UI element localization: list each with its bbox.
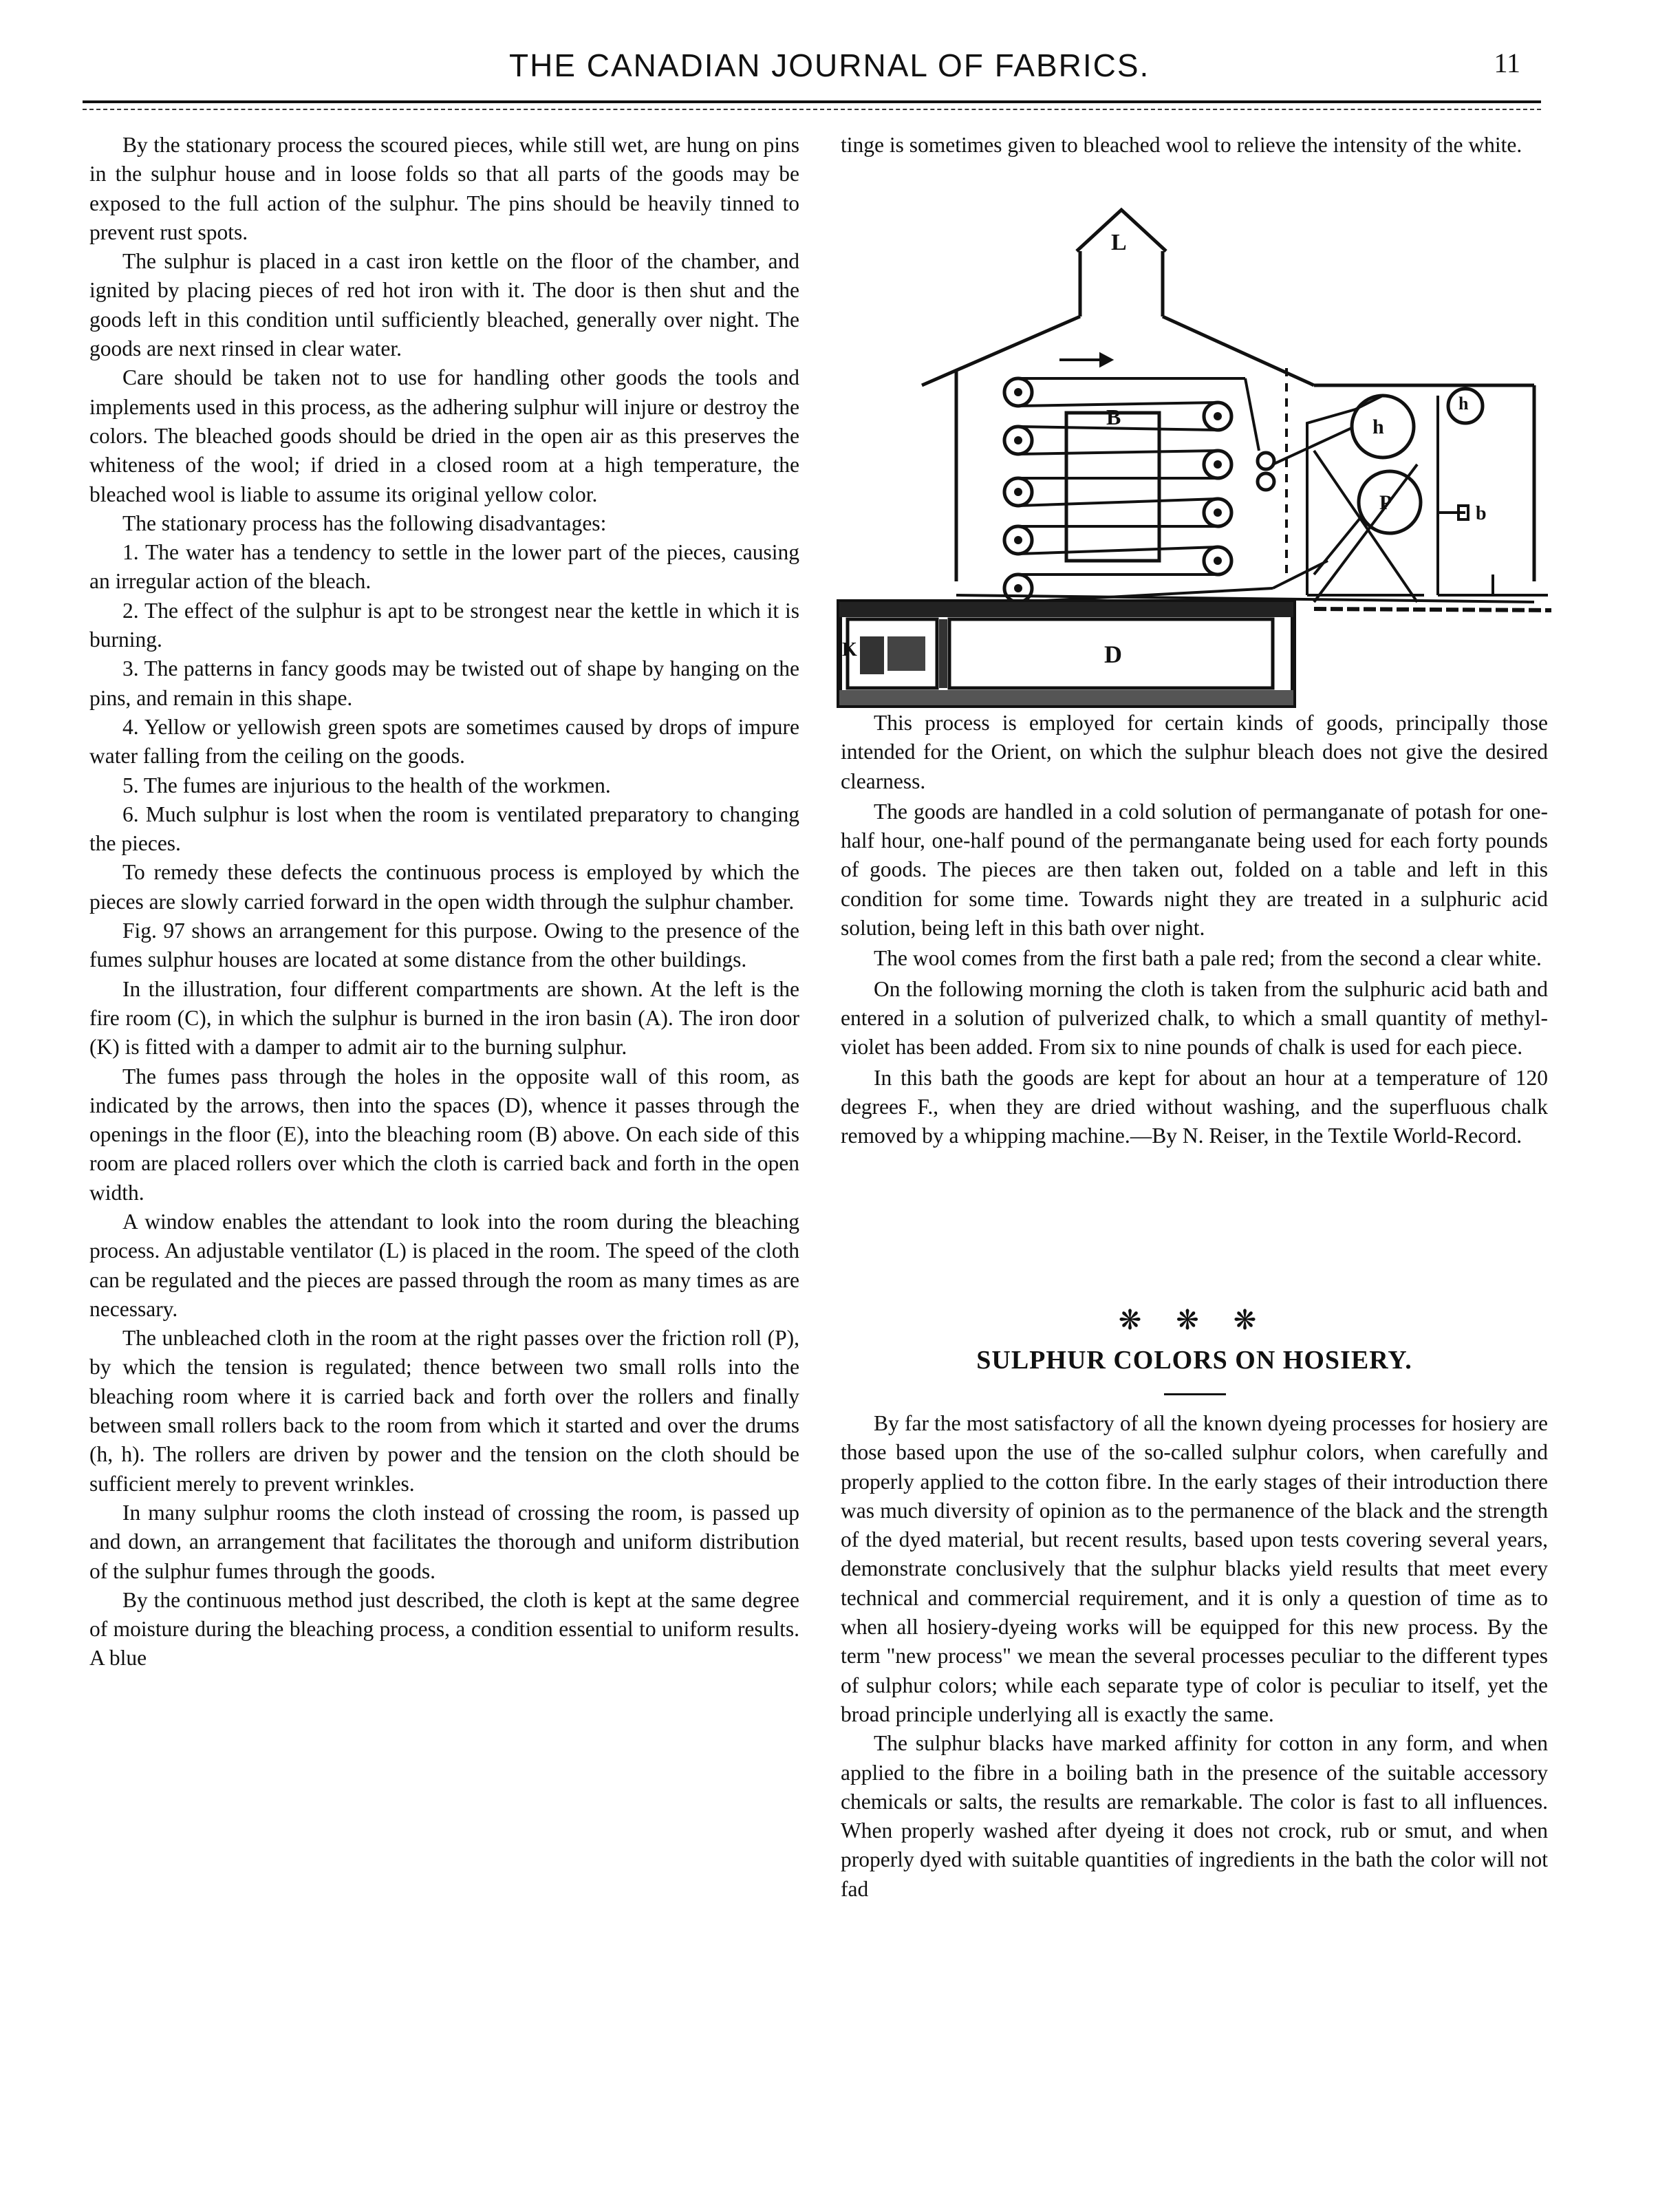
- paragraph: This process is employed for certain kinds of goods, principally those intended for the Orient, on which the sulphur bleach does not give the desired clearness.: [841, 711, 1548, 793]
- paragraph: In many sulphur rooms the cloth instead of crossing the room, is passed up and down, an arrangement that facilitates the thorough and uniform distribution of the sulphur fumes through the goods.: [89, 1500, 799, 1583]
- right-column-top: [841, 131, 1548, 160]
- journal-title: THE CANADIAN JOURNAL OF FABRICS.: [509, 47, 1150, 83]
- paragraph: The stationary process has the following disadvantages:: [122, 511, 607, 535]
- title-rule: [1164, 1393, 1226, 1395]
- list-item: 1. The water has a tendency to settle in the lower part of the pieces, causing an irregular action of the bleach.: [89, 540, 799, 594]
- list-item: 3. The patterns in fancy goods may be twisted out of shape by hanging on the pins, and remain in this shape.: [89, 656, 799, 710]
- label-drum-upper: h: [1372, 416, 1384, 438]
- paragraph: In this bath the goods are kept for about an hour at a temperature of 120 degrees F., when they are dried without washing, and the superfluous chalk removed by a whipping machine.—By N. Reiser, in the Textile World-Record.: [841, 1065, 1548, 1148]
- label-roll-b: b: [1476, 503, 1487, 524]
- list-item: 2. The effect of the sulphur is apt to be strongest near the kettle in which it is burning.: [89, 598, 799, 652]
- paragraph: The sulphur blacks have marked affinity for cotton in any form, and when applied to the fibre in a boiling bath in the presence of the suitable accessory chemicals or salts, the results are remarkable. The color is fast to all influences. When properly washed after dyeing it does not crock, rub or smut, and when properly dyed with suitable quantities of ingredients in the bath the color will not fad: [841, 1731, 1548, 1901]
- paragraph: The unbleached cloth in the room at the right passes over the friction roll (P), by which the tension is regulated; thence between two small rolls into the bleaching room where it is carried back and forth over the rollers and finally between small rollers back to the room from which it started and over the drums (h, h). The rollers are driven by power and the tension on the cloth should be sufficient merely to prevent wrinkles.: [89, 1326, 799, 1496]
- paragraph: By the stationary process the scoured pieces, while still wet, are hung on pins in the sulphur house and in loose folds so that all parts of the goods may be exposed to the full action of the sulphur. The pins should be heavily tinned to prevent rust spots.: [89, 133, 799, 244]
- paragraph: The fumes pass through the holes in the opposite wall of this room, as indicated by the arrows, then into the spaces (D), whence it passes through the openings in the floor (E), into the bleaching room (B) above. On each side of this room are placed rollers over which the cloth is carried back and forth in the open width.: [89, 1064, 799, 1205]
- paragraph: Fig. 97 shows an arrangement for this purpose. Owing to the presence of the fumes sulphur houses are located at some distance from the other buildings.: [89, 919, 799, 972]
- label-drum-top: h: [1458, 394, 1469, 414]
- header-rule: [83, 100, 1541, 103]
- section-ornament: ❋ ❋ ❋: [1118, 1304, 1271, 1335]
- paragraph: On the following morning the cloth is taken from the sulphuric acid bath and entered in a solution of pulverized chalk, to which a small quantity of methyl-violet has been added. From six to nine pounds of chalk is used for each piece.: [841, 976, 1548, 1060]
- paragraph: By the continuous method just described, the cloth is kept at the same degree of moisture during the bleaching process, a condition essential to uniform results. A blue: [89, 1587, 799, 1671]
- paragraph: The goods are handled in a cold solution of permanganate of potash for one-half hour, one-half pound of the permanganate being used for each forty pounds of goods. The pieces are then taken out, folded on a table and left in this condition for some time. Towards night they are treated in a sulphuric acid solution, being left in this bath over night.: [841, 799, 1548, 941]
- right-column-bottom: [841, 709, 1548, 1152]
- list-item: 6. Much sulphur is lost when the room is ventilated preparatory to changing the pieces.: [89, 802, 799, 856]
- paragraph: By far the most satisfactory of all the known dyeing processes for hosiery are those based upon the use of the so-called sulphur colors, when carefully and properly applied to the cotton fibre. In the early stages of their introduction there was much diversity of opinion as to the permanence of the black and the strength of the dyed material, but recent results, based upon tests covering several years, demonstrate conclusively that the sulphur blacks yield results that meet every technical and commercial requirement, and it is only a question of time as to when all hosiery-dyeing works will be equipped for this new process. By the term "new process" we mean the several processes peculiar to the different types of sulphur colors; while each separate type of color is peculiar to itself, yet the broad principle underlying all is exactly the same.: [841, 1411, 1548, 1726]
- page-number: 11: [1494, 47, 1520, 78]
- paragraph: The sulphur is placed in a cast iron kettle on the floor of the chamber, and ignited by placing pieces of red hot iron with it. The door is then shut and the goods left in this condition until sufficiently bleached, generally over night. The goods are next rinsed in clear water.: [89, 249, 799, 361]
- list-item: 4. Yellow or yellowish green spots are sometimes caused by drops of impure water falling from the ceiling on the goods.: [89, 714, 799, 769]
- rollers-right: [1204, 402, 1231, 575]
- label-door: K: [842, 639, 857, 661]
- label-basin: A: [896, 667, 907, 685]
- paragraph: The wool comes from the first bath a pale red; from the second a clear white.: [874, 946, 1542, 971]
- paragraph: A window enables the attendant to look into the room during the bleaching process. An adjustable ventilator (L) is placed in the room. The speed of the cloth can be regulated and the pieces are passed through the room as many times as are necessary.: [89, 1209, 799, 1321]
- arrow-right-icon: [1059, 354, 1111, 365]
- label-spaces: D: [1104, 641, 1122, 668]
- paragraph: In the illustration, four different compartments are shown. At the left is the fire room (C), in which the sulphur is burned in the iron basin (A). The iron door (K) is fitted with a damper to admit air to the burning sulphur.: [89, 976, 799, 1060]
- list-item: 5. The fumes are injurious to the health of the workmen.: [122, 773, 611, 797]
- article-body: [841, 1409, 1548, 1904]
- label-bleaching-room: B: [1106, 405, 1121, 429]
- header-rule-dashed: [83, 109, 1541, 110]
- left-column: [89, 131, 799, 1673]
- label-drum-lower: P: [1379, 491, 1392, 514]
- paragraph: To remedy these defects the continuous process is employed by which the pieces are slowly carried forward in the open width through the sulphur chamber.: [89, 860, 799, 914]
- paragraph: tinge is sometimes given to bleached wool to relieve the intensity of the white.: [841, 133, 1522, 157]
- article-title: SULPHUR COLORS ON HOSIERY.: [976, 1346, 1412, 1375]
- paragraph: Care should be taken not to use for handling other goods the tools and implements used in this process, as the adhering sulphur will injure or destroy the colors. The bleached goods should be dried in the open air as this preserves the whiteness of the wool; if dried in a closed room at a high temperature, the bleached wool is liable to assume its original yellow color.: [89, 365, 799, 506]
- label-ventilator: L: [1111, 230, 1127, 255]
- page-header: [83, 47, 1541, 95]
- sulphur-house-diagram: [832, 189, 1555, 712]
